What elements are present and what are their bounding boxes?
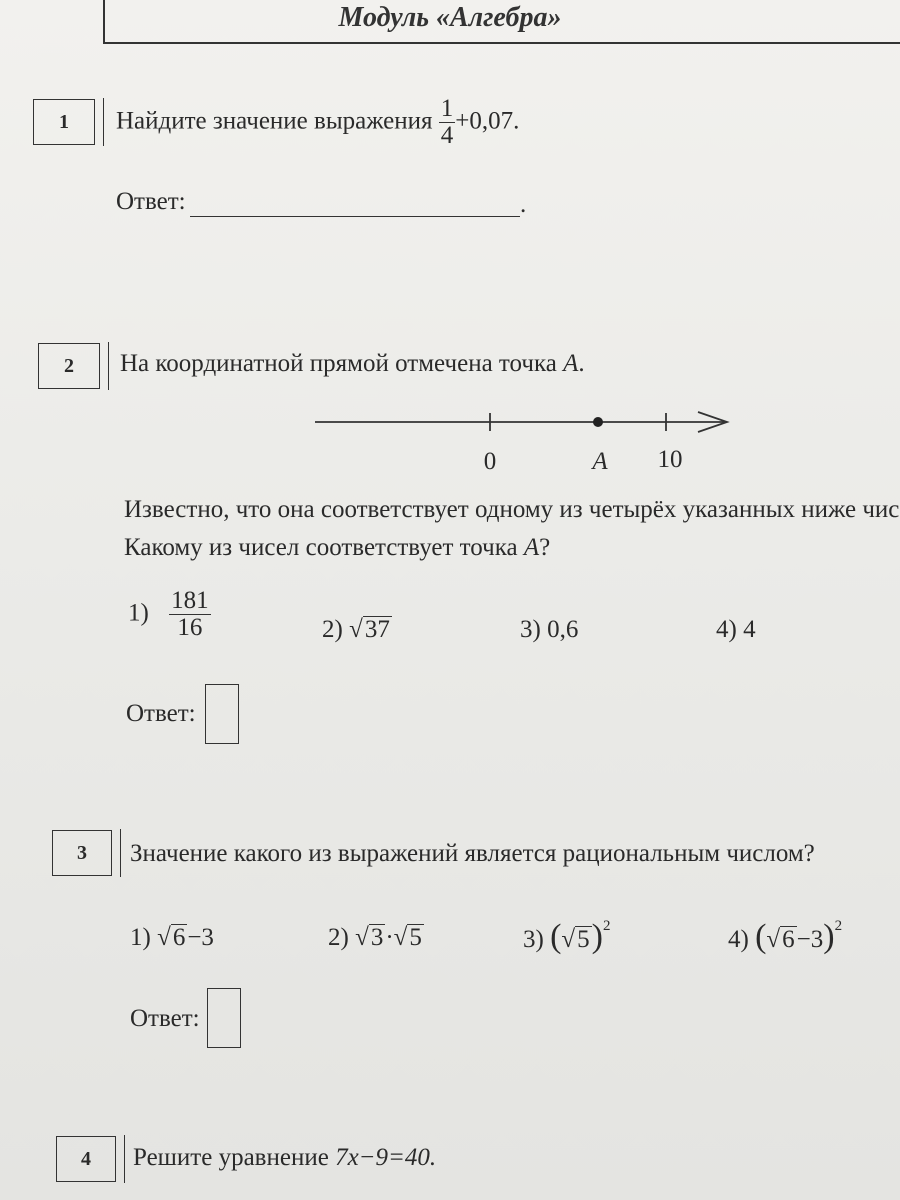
- question-1-fraction: [439, 96, 456, 150]
- option-label: 2): [328, 924, 349, 951]
- question-1-prompt: Найдите значение выражения: [116, 107, 433, 135]
- question-3-option-1: [130, 924, 214, 952]
- fraction-denominator: 4: [440, 122, 454, 150]
- question-4-text: [133, 1144, 436, 1172]
- question-3-answer-box[interactable]: [207, 988, 241, 1048]
- exponent: 2: [602, 918, 611, 934]
- option-fraction: [169, 588, 211, 642]
- question-2-question-prompt: Какому из чисел соответствует точка: [124, 534, 518, 561]
- question-3-option-4: [728, 918, 842, 956]
- question-2-prompt: На координатной прямой отмечена точка: [120, 350, 557, 377]
- question-2-known-text: Известно, что она соответствует одному из четырёх указанных ниже чис: [124, 496, 900, 523]
- option-label: 3): [523, 926, 544, 953]
- question-3-text: Значение какого из выражений является рациональным числом?: [130, 840, 815, 867]
- question-2-answer-box[interactable]: [205, 684, 239, 744]
- question-4-number: 4: [56, 1136, 116, 1182]
- open-paren: (: [755, 918, 767, 955]
- option-value: 0,6: [547, 616, 579, 643]
- exponent: 2: [834, 918, 843, 934]
- question-2-point-name: A: [563, 350, 579, 377]
- coordinate-line: [300, 395, 760, 480]
- question-1-answer-line[interactable]: [190, 188, 520, 217]
- question-2-text: [120, 350, 585, 378]
- open-paren: (: [550, 918, 562, 955]
- fraction-numerator: 1: [440, 95, 454, 122]
- option-label: 2): [322, 616, 343, 643]
- option-value: 4: [743, 616, 756, 643]
- radicand: 6: [782, 926, 795, 953]
- radicand: 3: [370, 924, 384, 951]
- question-1-text: [116, 96, 519, 150]
- label-ten: 10: [657, 446, 683, 473]
- question-2-option-4: [716, 616, 756, 644]
- question-2-number: 2: [38, 343, 100, 389]
- question-3-number: 3: [52, 830, 112, 876]
- option-label: 4): [716, 616, 737, 643]
- sqrt-expression: √6: [157, 924, 186, 951]
- multiply-dot: ·: [385, 924, 394, 951]
- question-1-answer-period: .: [520, 191, 527, 218]
- question-2-period: .: [578, 350, 585, 377]
- module-title: Модуль «Алгебра»: [338, 2, 562, 33]
- close-paren: ): [591, 918, 603, 955]
- question-3-option-3: [523, 918, 610, 956]
- question-2-answer-label: Ответ:: [126, 700, 196, 727]
- label-point-a: A: [592, 448, 608, 475]
- sqrt-expression: √5: [561, 926, 590, 953]
- sqrt-expression-b: √5: [393, 924, 422, 951]
- label-zero: 0: [483, 448, 497, 475]
- question-2-option-2: [322, 616, 392, 644]
- question-2-question-point: A: [523, 534, 540, 561]
- question-2-option-3: [520, 616, 578, 644]
- option-tail: −3: [187, 924, 214, 951]
- point-a-dot: [593, 417, 603, 427]
- radicand: 6: [172, 924, 186, 951]
- sqrt-expression: √6: [766, 926, 795, 953]
- question-3-answer-label: Ответ:: [130, 1005, 200, 1032]
- fraction-numerator: 181: [171, 587, 209, 614]
- inner-tail: −3: [796, 926, 824, 953]
- question-1-answer-label: Ответ:: [116, 188, 186, 215]
- question-2-question-mark: ?: [539, 534, 551, 561]
- sqrt-expression-a: √3: [355, 924, 384, 951]
- radicand: 5: [409, 924, 422, 951]
- question-4-prompt: Решите уравнение: [133, 1144, 329, 1171]
- question-1-number: 1: [33, 99, 95, 145]
- option-label: 4): [728, 926, 749, 953]
- question-2-question-text: [124, 534, 550, 562]
- question-2-option-1: [128, 588, 211, 642]
- question-4-equation: 7x−9=40.: [335, 1144, 437, 1171]
- close-paren: ): [823, 918, 835, 955]
- fraction-denominator: 16: [177, 614, 203, 642]
- radicand: 37: [364, 616, 390, 643]
- question-3-option-2: [328, 924, 424, 952]
- option-label: 3): [520, 616, 541, 643]
- option-label: 1): [130, 924, 151, 951]
- option-label: 1): [128, 599, 149, 627]
- radicand: 5: [577, 926, 590, 953]
- question-1-tail: +0,07.: [455, 107, 520, 135]
- sqrt-expression: √37: [349, 616, 390, 643]
